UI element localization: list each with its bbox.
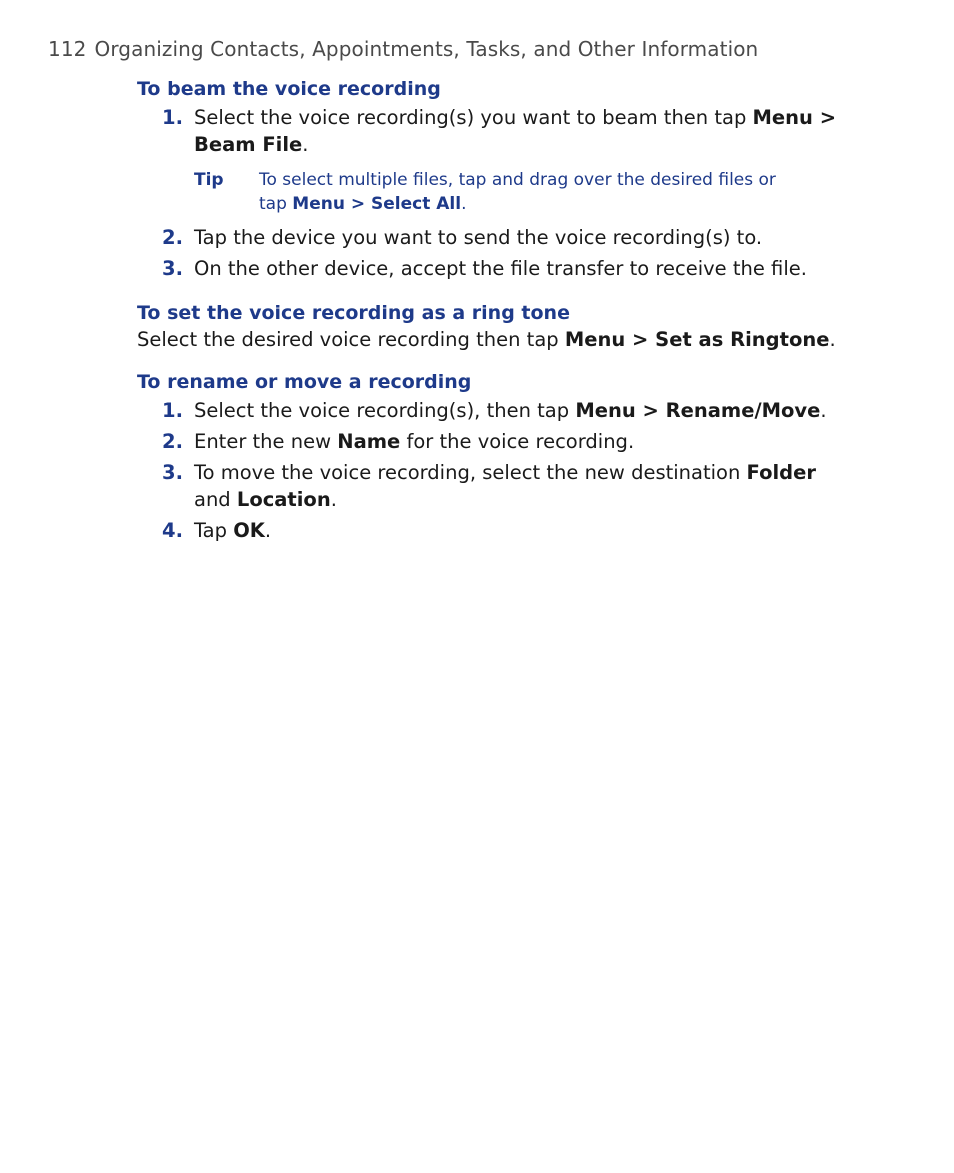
step-text: To move the voice recording, select the new destination xyxy=(194,461,747,484)
steps-beam xyxy=(137,104,857,158)
step-item xyxy=(137,255,857,282)
paragraph-ringtone xyxy=(137,326,857,353)
field-name: Folder xyxy=(746,461,816,484)
section-heading-beam: To beam the voice recording xyxy=(137,78,441,100)
step-number: 1. xyxy=(162,399,183,422)
step-text-mid: and xyxy=(194,488,237,511)
step-text: Tap xyxy=(194,519,234,542)
running-header xyxy=(48,37,758,61)
tip-text xyxy=(194,168,779,216)
step-number: 4. xyxy=(162,519,183,542)
tip-text-start: To select multiple files, tap and drag over the desired files or tap xyxy=(259,170,776,214)
step-text: Select the voice recording(s) you want to beam then tap xyxy=(194,106,753,129)
step-item xyxy=(137,428,857,455)
step-text-end: . xyxy=(302,133,309,156)
step-text: Tap the device you want to send the voice recording(s) to. xyxy=(194,226,763,249)
step-text-end: for the voice recording. xyxy=(400,430,635,453)
step-text-end: . xyxy=(264,519,272,542)
step-item xyxy=(137,104,857,158)
step-text-end: . xyxy=(330,488,337,511)
tip-label: Tip xyxy=(194,170,224,190)
step-text-end: . xyxy=(820,399,827,422)
menu-command: Menu > Select All xyxy=(292,194,462,214)
field-name: Location xyxy=(236,488,331,511)
field-name: Name xyxy=(337,430,401,453)
menu-command: Menu > Beam File xyxy=(194,106,837,156)
menu-command: Menu > Rename/Move xyxy=(575,399,821,422)
step-text: On the other device, accept the file transfer to receive the file. xyxy=(194,257,807,280)
section-rename xyxy=(137,369,857,544)
step-number: 3. xyxy=(162,461,183,484)
step-number: 2. xyxy=(162,430,183,453)
section-heading-ringtone: To set the voice recording as a ring tone xyxy=(137,302,570,324)
button-name: OK xyxy=(233,519,265,542)
steps-rename xyxy=(137,397,857,544)
step-item xyxy=(137,224,857,251)
step-number: 3. xyxy=(162,257,183,280)
tip-text-end: . xyxy=(461,194,467,214)
step-text: Select the voice recording(s), then tap xyxy=(194,399,576,422)
step-text: Enter the new xyxy=(194,430,338,453)
step-number: 1. xyxy=(162,106,183,129)
page-number: 112 xyxy=(48,37,87,61)
step-item xyxy=(137,459,857,513)
para-text: Select the desired voice recording then tap xyxy=(137,328,565,351)
step-number: 2. xyxy=(162,226,183,249)
running-title: Organizing Contacts, Appointments, Tasks, and Other Information xyxy=(94,37,759,61)
para-text-end: . xyxy=(829,328,836,351)
section-beam xyxy=(137,76,857,282)
section-ringtone xyxy=(137,300,857,353)
menu-command: Menu > Set as Ringtone xyxy=(564,328,830,351)
page-content xyxy=(137,76,857,558)
steps-beam-continued xyxy=(137,224,857,282)
step-item xyxy=(137,517,857,544)
section-heading-rename: To rename or move a recording xyxy=(137,371,472,393)
tip-box xyxy=(194,168,857,216)
step-item xyxy=(137,397,857,424)
